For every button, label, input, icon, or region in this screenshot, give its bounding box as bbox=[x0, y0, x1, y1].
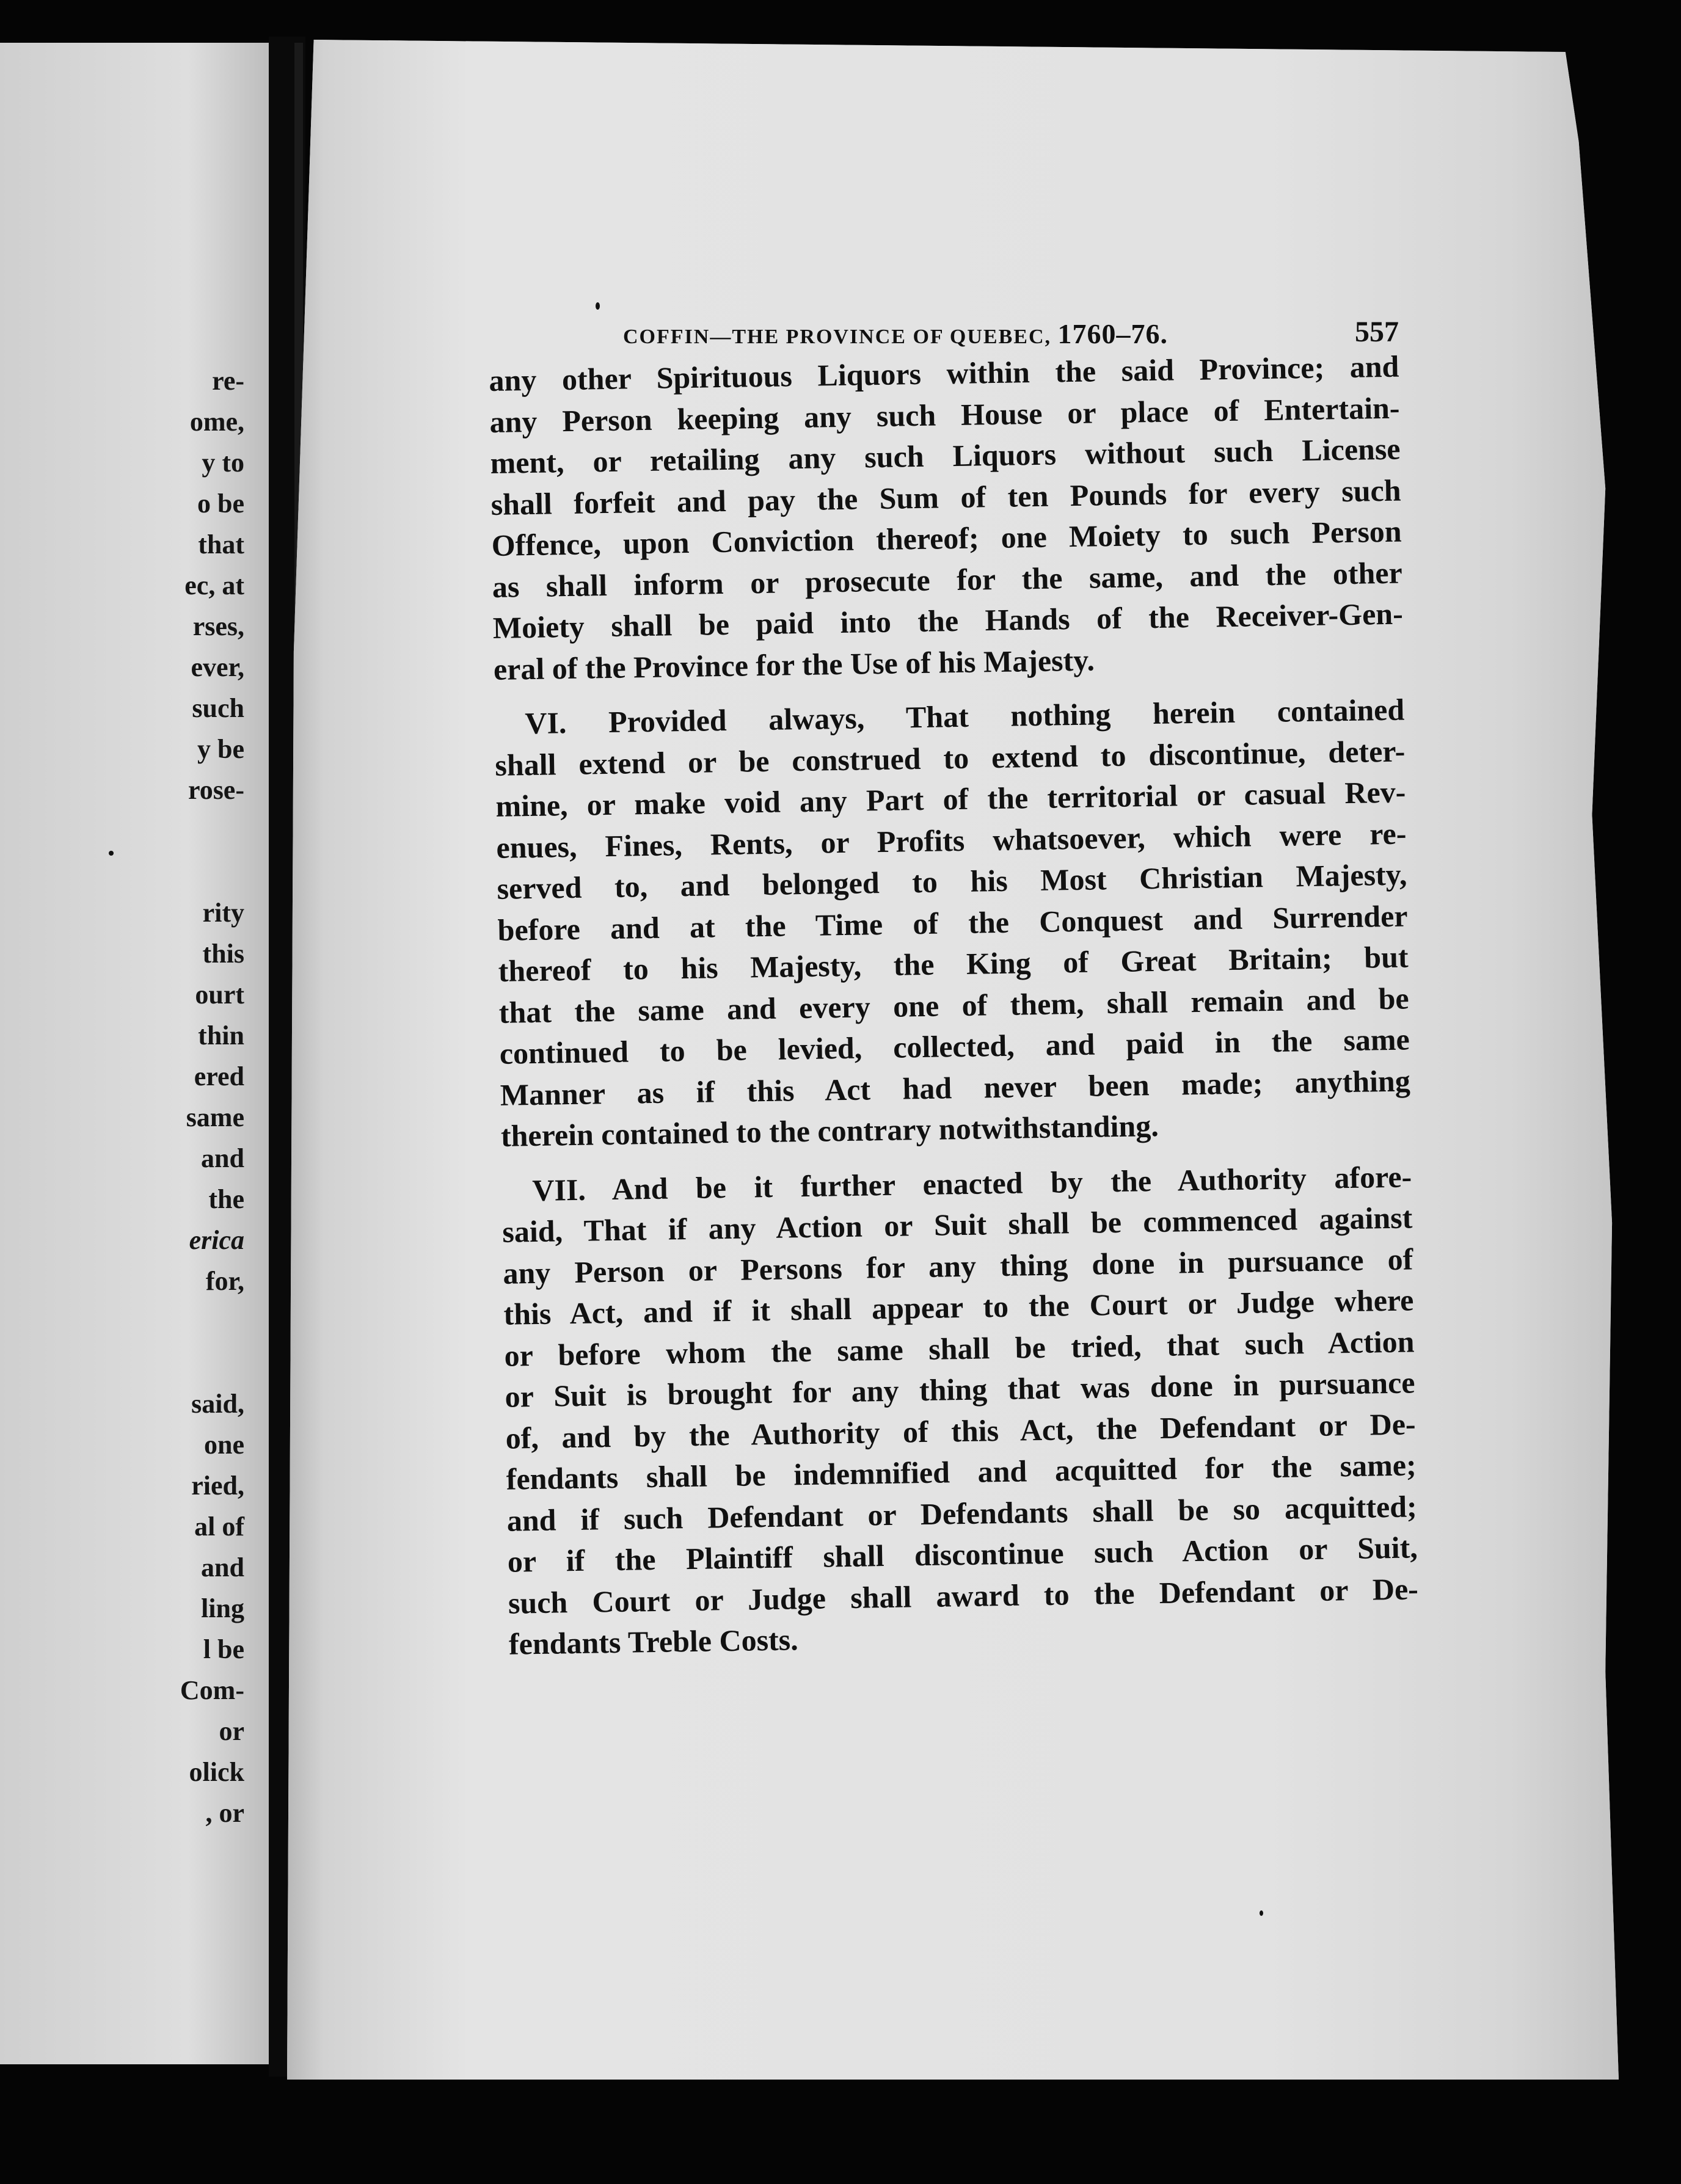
left-fragment: rses, bbox=[192, 611, 244, 641]
text-line: Manner as if this Act had never been made; anything bbox=[500, 1063, 1411, 1112]
left-fragment: and bbox=[201, 1552, 244, 1582]
left-fragment: ourt bbox=[195, 980, 244, 1010]
text-line: that the same and every one of them, shall remain and be bbox=[498, 980, 1410, 1030]
body-text bbox=[489, 346, 1419, 1665]
left-fragment: ec, at bbox=[184, 570, 244, 600]
running-head-text: COFFIN—THE PROVINCE OF QUEBEC, bbox=[623, 326, 1052, 348]
left-fragment: same bbox=[186, 1102, 244, 1132]
left-fragment: rose- bbox=[188, 775, 244, 805]
left-fragment: al of bbox=[194, 1512, 244, 1542]
left-fragment: one bbox=[204, 1430, 244, 1460]
text-line: shall forfeit and pay the Sum of ten Pounds for every such bbox=[490, 473, 1401, 522]
paragraph-section-vi bbox=[494, 690, 1411, 1157]
ink-speck bbox=[1260, 1910, 1263, 1916]
paragraph-section-vii bbox=[501, 1156, 1420, 1665]
text-line: as shall inform or prosecute for the same, and the other bbox=[492, 555, 1403, 604]
running-head-title bbox=[623, 318, 1168, 350]
text-line: VII. And be it further enacted by the Authority afore- bbox=[531, 1159, 1412, 1207]
text-line: therein contained to the contrary notwithstanding. bbox=[500, 1108, 1159, 1153]
text-line: eral of the Province for the Use of his Majesty. bbox=[493, 642, 1095, 686]
text-line: or if the Plaintiff shall discontinue such Action or Suit, bbox=[507, 1530, 1418, 1579]
left-fragment: ome, bbox=[189, 407, 244, 437]
page-content bbox=[489, 316, 1419, 1679]
text-line: of, and by the Authority of this Act, the Defendant or De- bbox=[505, 1406, 1416, 1455]
left-fragment: rity bbox=[202, 898, 244, 928]
left-fragment: for, bbox=[205, 1266, 244, 1296]
paragraph-gap bbox=[61, 810, 244, 892]
left-fragment: olick bbox=[189, 1757, 244, 1787]
paragraph-continuation bbox=[489, 346, 1404, 690]
left-fragment: Com- bbox=[180, 1675, 244, 1705]
left-fragment: ever, bbox=[191, 652, 244, 682]
text-line: thereof to his Majesty, the King of Great Britain; but bbox=[498, 939, 1409, 988]
text-line: ment, or retailing any such Liquors without such License bbox=[490, 431, 1401, 480]
page-number: 557 bbox=[1355, 316, 1399, 348]
ink-speck bbox=[596, 302, 600, 310]
left-fragment: ried, bbox=[191, 1471, 244, 1501]
text-line: served to, and belonged to his Most Christian Majesty, bbox=[497, 857, 1407, 906]
left-fragment: that bbox=[198, 530, 244, 559]
text-line: or before whom the same shall be tried, that such Action bbox=[504, 1323, 1415, 1373]
previous-page-text-fragments bbox=[61, 360, 244, 1833]
left-fragment: l be bbox=[203, 1634, 244, 1664]
text-line: enues, Fines, Rents, or Profits whatsoever, which were re- bbox=[496, 816, 1407, 865]
ink-speck bbox=[109, 851, 114, 856]
text-line: Moiety shall be paid into the Hands of the Receiver-Gen- bbox=[492, 596, 1404, 645]
left-fragment: thin bbox=[198, 1021, 244, 1050]
previous-page-edge bbox=[0, 43, 269, 2064]
text-line: any Person keeping any such House or place of Entertain- bbox=[489, 390, 1400, 439]
text-line: this Act, and if it shall appear to the Court or Judge where bbox=[503, 1283, 1414, 1331]
text-line: any other Spirituous Liquors within the said Province; and bbox=[489, 349, 1399, 398]
text-line: any Person or Persons for any thing done in pursuance of bbox=[503, 1241, 1413, 1290]
running-head-years: 1760–76. bbox=[1057, 318, 1169, 349]
text-line: such Court or Judge shall award to the Defendant or De- bbox=[508, 1571, 1419, 1620]
left-fragment: such bbox=[192, 693, 244, 723]
text-line: shall extend or be construed to extend to discontinue, deter- bbox=[494, 733, 1406, 782]
text-line: said, That if any Action or Suit shall be commenced against bbox=[501, 1200, 1413, 1249]
text-line: VI. Provided always, That nothing herein contained bbox=[524, 692, 1405, 741]
text-line: fendants shall be indemnified and acquitted for the same; bbox=[506, 1447, 1417, 1496]
left-fragment: and bbox=[201, 1143, 244, 1173]
text-line: Offence, upon Conviction thereof; one Moiety to such Person bbox=[491, 514, 1402, 562]
left-fragment: y be bbox=[197, 734, 244, 764]
text-line: before and at the Time of the Conquest and Surrender bbox=[497, 898, 1408, 947]
text-line: mine, or make void any Part of the territorial or casual Rev- bbox=[495, 774, 1406, 823]
left-fragment: ling bbox=[201, 1593, 244, 1623]
left-fragment: erica bbox=[189, 1225, 244, 1255]
left-fragment: o be bbox=[197, 489, 244, 519]
left-fragment: or bbox=[219, 1716, 244, 1746]
left-fragment: said, bbox=[191, 1389, 244, 1419]
left-fragment: the bbox=[208, 1184, 244, 1214]
left-fragment: , or bbox=[205, 1798, 244, 1828]
left-fragment: this bbox=[202, 939, 244, 969]
left-fragment: y to bbox=[202, 448, 244, 478]
text-line: or Suit is brought for any thing that was done in pursuance bbox=[505, 1365, 1415, 1414]
text-line: fendants Treble Costs. bbox=[508, 1622, 799, 1661]
left-fragment: re- bbox=[212, 366, 244, 396]
left-fragment: ered bbox=[194, 1061, 244, 1091]
paragraph-gap bbox=[61, 1301, 244, 1383]
text-line: and if such Defendant or Defendants shall be so acquitted; bbox=[506, 1488, 1418, 1538]
text-line: continued to be levied, collected, and paid in the same bbox=[499, 1022, 1410, 1071]
